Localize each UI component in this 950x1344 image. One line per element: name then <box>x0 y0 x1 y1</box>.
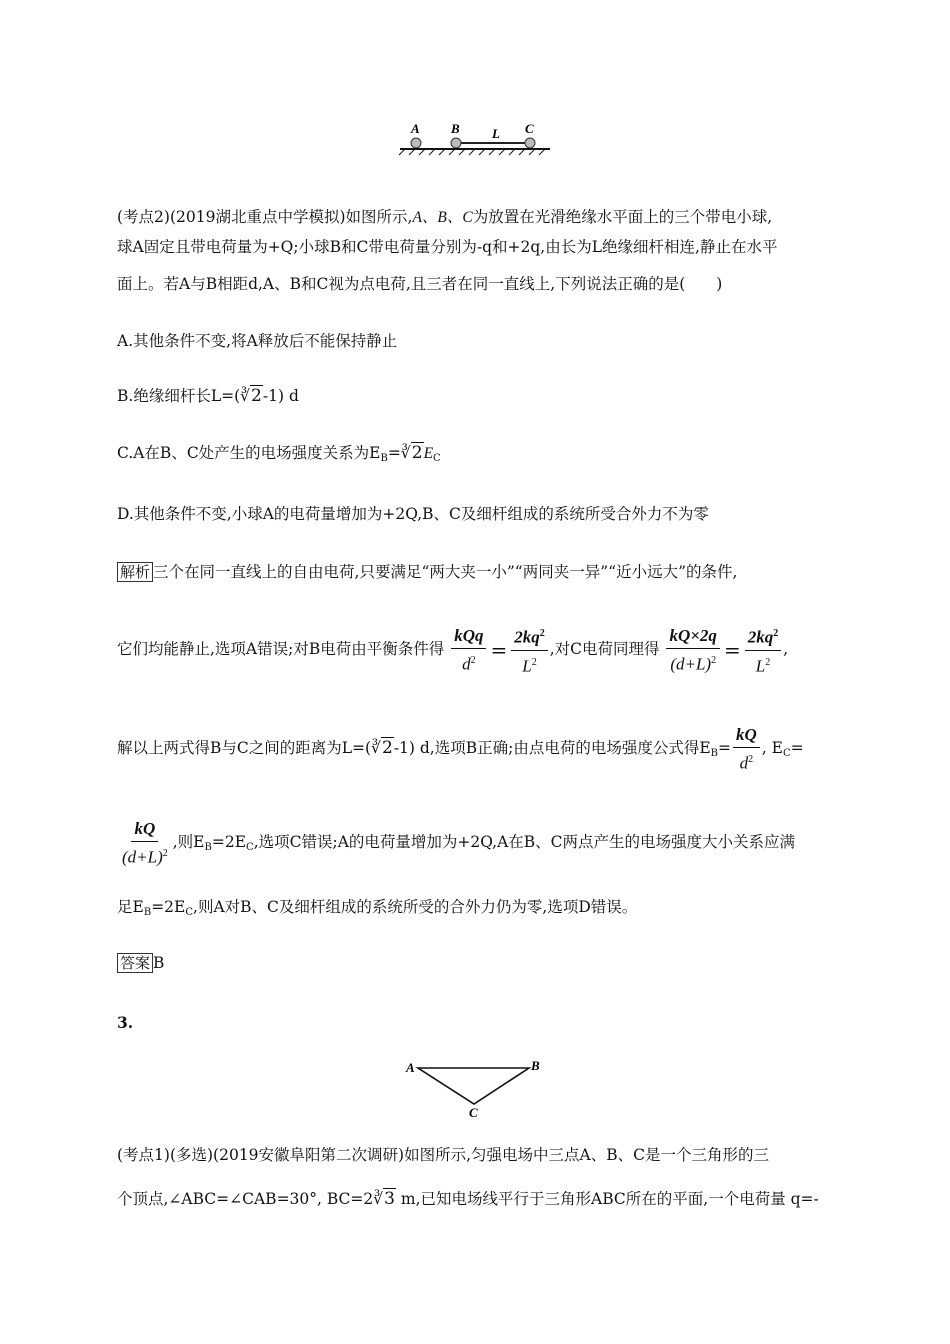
analysis-line3: 解以上两式得B与C之间的距离为L=(∛2-1) d,选项B正确;由点电荷的电场强度公式得$E_B=$ $\frac{kQ}{d^2}$ , $E_C=$ <box>117 722 804 780</box>
answer-tag: 答案 <box>117 953 153 973</box>
option-d: D.其他条件不变,小球A的电荷量增加为+2Q,B、C及细杆组成的系统所受合外力不为零 <box>117 505 709 523</box>
ball-c <box>525 138 535 148</box>
vertex-a-label: A <box>406 1060 415 1075</box>
q3-number: 3. <box>117 1013 134 1032</box>
q2-line1: (考点2)(2019湖北重点中学模拟)如图所示,A、B、C为放置在光滑绝缘水平面上的三个带电小球, <box>117 208 773 226</box>
option-a: A.其他条件不变,将A释放后不能保持静止 <box>117 332 398 350</box>
analysis-line4: $\frac{kQ}{(d+L)^2}$ ,则$E_B=2E_C$,选项C错误;A的电荷量增加为+2Q,A在B、C两点产生的电场强度大小关系应满 <box>117 816 795 874</box>
option-b: B.绝缘细杆长L=(∛2-1) d <box>117 386 299 406</box>
ball-a <box>411 138 421 148</box>
label-b: B <box>451 121 460 136</box>
analysis-line2: 它们均能静止,选项A错误;对B电荷由平衡条件得 $\frac{\text{kQq}}{d^2}$ = $\frac{2kq^2}{L^2}$ ,对C电荷同理得 $\frac{kQ\times 2q}{(d+L)^2}$ = $\frac{2kq^2}{L^2}$ , <box>117 622 788 678</box>
vertex-b-label: B <box>531 1058 540 1073</box>
fraction-kq-dl2: $\frac{kQ}{(d+L)^2}$ <box>122 818 168 867</box>
figure-triangle <box>402 1054 552 1118</box>
answer-value: B <box>153 954 165 972</box>
fraction-2kq2-l2-b: $\frac{2kq^2}{L^2}$ <box>745 622 782 678</box>
answer-line <box>117 952 164 974</box>
analysis-line5: 足$E_B=2E_C$,则A对B、C及细杆组成的系统所受的合外力仍为零,选项D错误。 <box>117 898 638 918</box>
figure-charged-balls <box>395 120 555 156</box>
option-c: C.A在B、C处产生的电场强度关系为$E_B=∛2E_C$ <box>117 443 441 464</box>
fraction-kqq-d2: $\frac{\text{kQq}}{d^2}$ <box>451 624 486 677</box>
q3-line2: 个顶点,∠ABC=∠CAB=30°, BC=2∛3 m,已知电场线平行于三角形ABC所在的平面,一个电荷量 q=- <box>117 1189 819 1209</box>
q2-line2: 球A固定且带电荷量为+Q;小球B和C带电荷量分别为-q和+2q,由长为L绝缘细杆相连,静止在水平 <box>117 238 778 256</box>
fraction-2kq2-l2: $\frac{2kq^2}{L^2}$ <box>511 622 548 678</box>
q2-line3: 面上。若A与B相距d,A、B和C视为点电荷,且三者在同一直线上,下列说法正确的是( ) <box>117 275 723 293</box>
q3-line1: (考点1)(多选)(2019安徽阜阳第二次调研)如图所示,匀强电场中三点A、B、C是一个三角形的三 <box>117 1146 769 1164</box>
label-a: A <box>411 121 420 136</box>
analysis-line1: 解析 三个在同一直线上的自由电荷,只要满足“两大夹一小”“两同夹一异”“近小远大”的条件, <box>117 561 737 583</box>
ball-b <box>451 138 461 148</box>
label-c: C <box>525 121 534 136</box>
vertex-c-label: C <box>469 1105 478 1118</box>
fraction-kq2q-dl2: $\frac{kQ\times 2q}{(d+L)^2}$ <box>666 624 719 677</box>
fraction-kq-d2: $\frac{kQ}{d^2}$ <box>733 723 760 776</box>
analysis-tag: 解析 <box>117 562 153 582</box>
label-l: L <box>492 126 500 141</box>
